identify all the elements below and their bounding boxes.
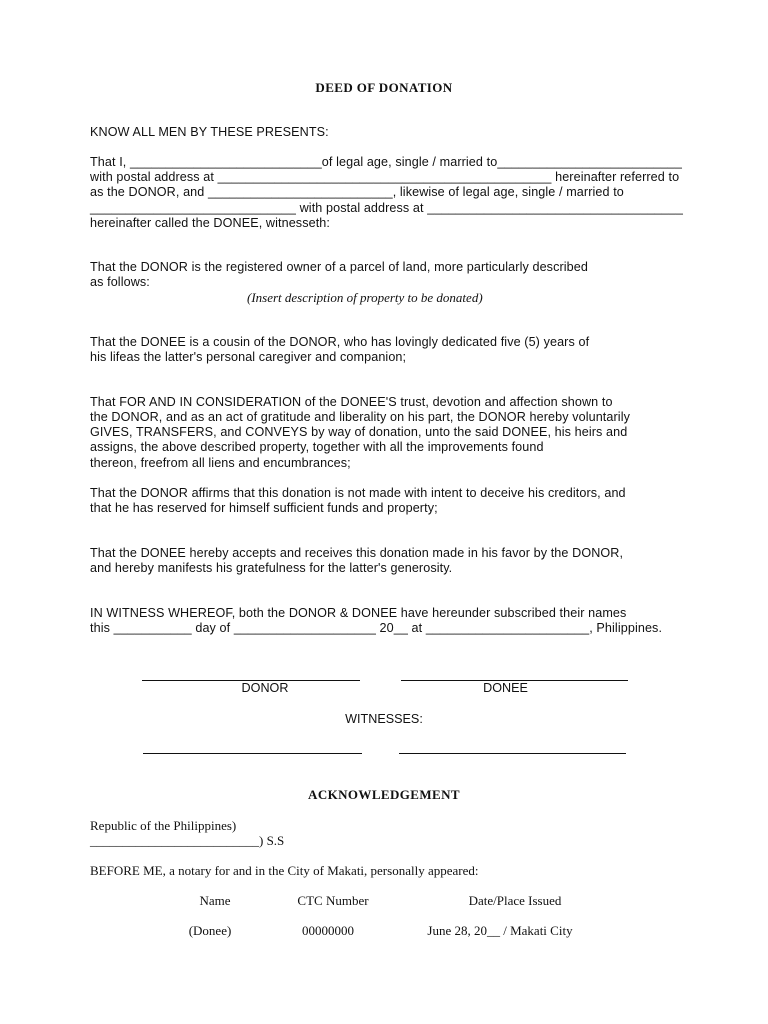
appearance-line: BEFORE ME, a notary for and in the City of Makati, personally appeared: [90, 863, 479, 878]
paragraph-line: GIVES, TRANSFERS, and CONVEYS by way of donation, unto the said DONEE, his heirs and [90, 425, 628, 439]
paragraph-line: That FOR AND IN CONSIDERATION of the DONEE'S trust, devotion and affection shown to [90, 395, 613, 409]
witness-signature-line [399, 753, 626, 754]
paragraph-line: _____________________________ with postal address at ____________________________________ [90, 201, 683, 215]
paragraph-line: as the DONOR, and __________________________, likewise of legal age, single / married to [90, 185, 624, 199]
paragraph-line: hereinafter called the DONEE, witnesseth: [90, 216, 330, 230]
document-title: DEED OF DONATION [315, 80, 453, 95]
greeting: KNOW ALL MEN BY THESE PRESENTS: [90, 125, 329, 139]
paragraph-line: That the DONEE hereby accepts and receives this donation made in his favor by the DONOR, [90, 546, 624, 560]
paragraph-line: thereon, freefrom all liens and encumbrances; [90, 456, 351, 470]
paragraph-line: that he has reserved for himself sufficient funds and property; [90, 501, 438, 515]
acknowledgement-title: ACKNOWLEDGEMENT [308, 787, 460, 802]
table-header-ctc-number: CTC Number [297, 893, 369, 908]
venue-line: __________________________) S.S [90, 833, 285, 848]
paragraph-line: That the DONOR is the registered owner of a parcel of land, more particularly described [90, 260, 588, 274]
property-description-placeholder: (Insert description of property to be donated) [247, 290, 483, 305]
paragraph-line: That the DONEE is a cousin of the DONOR, who has lovingly dedicated five (5) years of [90, 335, 590, 349]
table-header-date-place: Date/Place Issued [468, 893, 562, 908]
table-cell-ctc-number: 00000000 [302, 923, 354, 938]
witnesses-label: WITNESSES: [345, 712, 423, 726]
paragraph-line: his lifeas the latter's personal caregiver and companion; [90, 350, 407, 364]
donee-label: DONEE [483, 681, 528, 695]
paragraph-line: That I, ___________________________of legal age, single / married to__________________________ [90, 155, 683, 169]
paragraph-line: the DONOR, and as an act of gratitude and liberality on his part, the DONOR hereby voluntarily [90, 410, 630, 424]
paragraph-line: IN WITNESS WHEREOF, both the DONOR & DONEE have hereunder subscribed their names [90, 606, 627, 620]
table-header-name: Name [199, 893, 231, 908]
table-cell-date-place: June 28, 20__ / Makati City [427, 923, 573, 938]
donor-label: DONOR [241, 681, 289, 695]
paragraph-line: this ___________ day of ____________________ 20__ at _______________________, Philippines. [90, 621, 663, 635]
venue-line: Republic of the Philippines) [90, 818, 237, 833]
paragraph-line: assigns, the above described property, together with all the improvements found [90, 440, 544, 454]
paragraph-line: That the DONOR affirms that this donation is not made with intent to deceive his creditors, and [90, 486, 626, 500]
witness-signature-line [143, 753, 362, 754]
paragraph-line: and hereby manifests his gratefulness for the latter's generosity. [90, 561, 453, 575]
paragraph-line: as follows: [90, 275, 150, 289]
paragraph-line: with postal address at _______________________________________________ hereinafter referred to [90, 170, 680, 184]
table-cell-name: (Donee) [188, 923, 232, 938]
